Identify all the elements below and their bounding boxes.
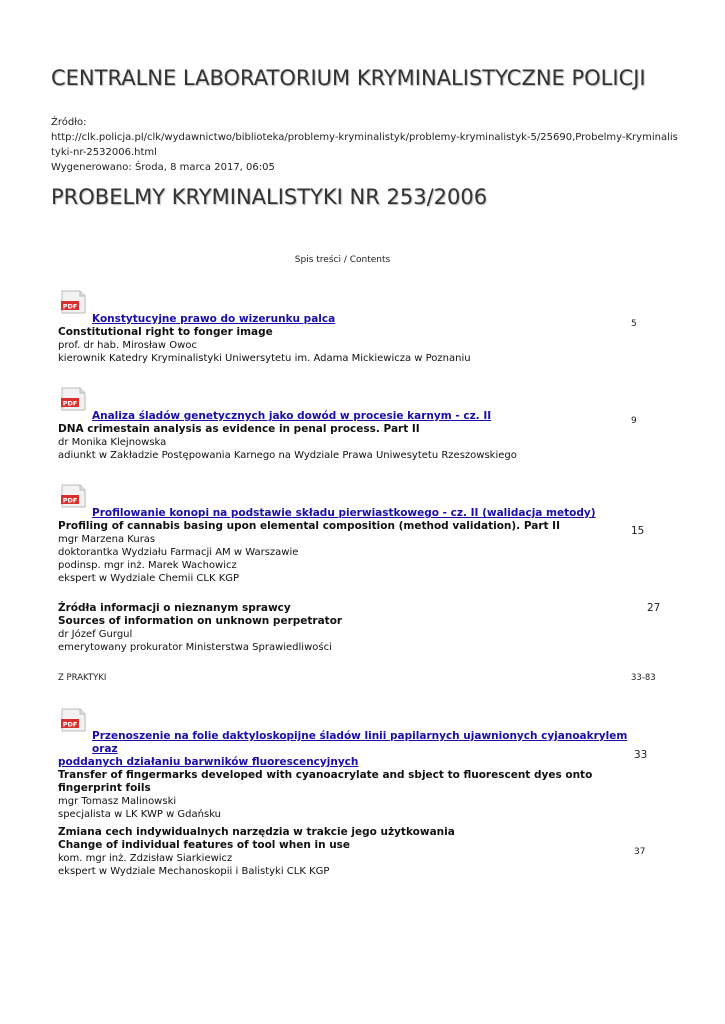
svg-text:PDF: PDF <box>62 399 78 408</box>
article-link-cont[interactable]: poddanych działaniu barwników fluorescencyjnych <box>58 756 359 768</box>
toc-entry <box>58 410 628 462</box>
affiliation: emerytowany prokurator Ministerstwa Sprawiedliwości <box>58 642 332 653</box>
author: podinsp. mgr inż. Marek Wachowicz <box>58 560 237 571</box>
svg-text:PDF: PDF <box>62 302 78 311</box>
title-en: Sources of information on unknown perpetrator <box>58 615 343 627</box>
page-number: 37 <box>634 847 646 857</box>
title-en: Profiling of cannabis basing upon elemental composition (method validation). Part II <box>58 520 560 532</box>
affiliation: ekspert w Wydziale Mechanoskopii i Balistyki CLK KGP <box>58 866 330 877</box>
section-label: Z PRAKTYKI <box>58 673 107 683</box>
author: dr Monika Klejnowska <box>58 437 167 448</box>
toc-entry <box>58 313 628 365</box>
affiliation: kierownik Katedry Kryminalistyki Uniwersytetu im. Adama Mickiewicza w Poznaniu <box>58 353 471 364</box>
svg-text:PDF: PDF <box>62 720 78 729</box>
article-link[interactable]: Konstytucyjne prawo do wizerunku palca <box>92 313 336 325</box>
pdf-icon[interactable] <box>60 290 86 314</box>
author: kom. mgr inż. Zdzisław Siarkiewicz <box>58 853 233 864</box>
title-en: Transfer of fingermarks developed with cyanoacrylate and sbject to fluorescent dyes onto <box>58 769 593 781</box>
affiliation: adiunkt w Zakładzie Postępowania Karnego na Wydziale Prawa Uniwesytetu Rzeszowskiego <box>58 450 517 461</box>
pdf-icon[interactable] <box>60 708 86 732</box>
toc-heading: Spis treści / Contents <box>294 255 391 265</box>
pdf-icon[interactable] <box>60 387 86 411</box>
page-number: 33 <box>634 749 648 761</box>
page-number: 15 <box>631 525 645 537</box>
source-url-line2[interactable]: tyki-nr-2532006.html <box>51 147 157 158</box>
title-en: Constitutional right to fonger image <box>58 326 273 338</box>
source-url-line1[interactable]: http://clk.policja.pl/clk/wydawnictwo/biblioteka/problemy-kryminalistyk/problemy-kryminalistyk-5/25690,Probelmy-Kryminalis <box>51 132 678 143</box>
source-label: Źródło: <box>51 117 87 128</box>
toc-entry <box>58 826 628 878</box>
title-en: DNA crimestain analysis as evidence in penal process. Part II <box>58 423 420 435</box>
site-title: CENTRALNE LABORATORIUM KRYMINALISTYCZNE POLICJI <box>51 66 646 90</box>
article-link[interactable]: Analiza śladów genetycznych jako dowód w procesie karnym - cz. II <box>92 410 492 422</box>
section-pages: 33-83 <box>631 673 656 683</box>
affiliation: doktorantka Wydziału Farmacji AM w Warszawie <box>58 547 299 558</box>
toc-entry <box>58 602 628 654</box>
author: mgr Marzena Kuras <box>58 534 156 545</box>
author: prof. dr hab. Mirosław Owoc <box>58 340 197 351</box>
generated-date: Wygenerowano: Środa, 8 marca 2017, 06:05 <box>51 162 275 173</box>
toc-entry <box>58 730 633 821</box>
title-pl: Zmiana cech indywidualnych narzędzia w trakcie jego użytkowania <box>58 826 455 838</box>
title-en-cont: fingerprint foils <box>58 782 151 794</box>
author: mgr Tomasz Malinowski <box>58 796 177 807</box>
pdf-icon[interactable] <box>60 484 86 508</box>
affiliation: ekspert w Wydziale Chemii CLK KGP <box>58 573 240 584</box>
svg-text:PDF: PDF <box>62 496 78 505</box>
author: dr Józef Gurgul <box>58 629 133 640</box>
title-pl: Źródła informacji o nieznanym sprawcy <box>58 602 291 614</box>
page-number: 5 <box>631 319 637 329</box>
article-link[interactable]: Przenoszenie na folie daktyloskopijne śladów linii papilarnych ujawnionych cyjanoakrylem oraz <box>92 730 628 755</box>
page-number: 9 <box>631 416 637 426</box>
issue-title: PROBELMY KRYMINALISTYKI NR 253/2006 <box>51 185 488 209</box>
title-en: Change of individual features of tool when in use <box>58 839 351 851</box>
article-link[interactable]: Profilowanie konopi na podstawie składu pierwiastkowego - cz. II (walidacja metody) <box>92 507 596 519</box>
toc-entry <box>58 507 628 585</box>
affiliation: specjalista w LK KWP w Gdańsku <box>58 809 222 820</box>
page-number: 27 <box>647 602 661 614</box>
